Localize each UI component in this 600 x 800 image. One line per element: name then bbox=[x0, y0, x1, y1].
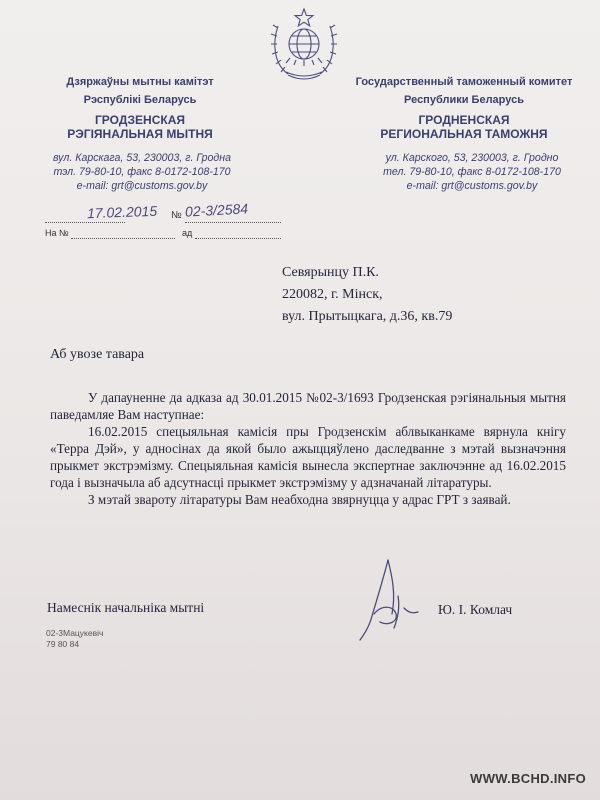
header-right-title2: РЕГИОНАЛЬНАЯ ТАМОЖНЯ bbox=[380, 127, 548, 141]
registration-line bbox=[45, 200, 285, 228]
header-right-phone: тел. 79-80-10, факс 8-0172-108-170 bbox=[383, 166, 561, 178]
executor-name: 02-3Мацукевіч bbox=[46, 628, 104, 638]
handwritten-number: 02-3/2584 bbox=[184, 200, 249, 220]
header-right bbox=[346, 75, 582, 141]
header-left-title2: РЭГІЯНАЛЬНАЯ МЫТНЯ bbox=[67, 127, 213, 141]
handwritten-date: 17.02.2015 bbox=[86, 202, 158, 222]
signatory-position: Намеснік начальніка мытні bbox=[47, 600, 205, 615]
header-left-title1: ГРОДЗЕНСКАЯ bbox=[95, 113, 185, 127]
header-right-title1: ГРОДНЕНСКАЯ bbox=[418, 113, 510, 127]
reply-to-line bbox=[45, 228, 285, 244]
header-right-republic: Республики Беларусь bbox=[404, 94, 524, 106]
number-mark: № bbox=[171, 210, 182, 221]
recipient-name: Севярынцу П.К. bbox=[282, 265, 379, 280]
number-underline bbox=[185, 222, 281, 223]
body-paragraph-3: З мэтай звароту літаратуры Вам неабходна звярнуцца у адрас ГРТ з заявай. bbox=[88, 492, 511, 507]
header-right-email: e-mail: grt@customs.gov.by bbox=[406, 180, 538, 192]
recipient-city: 220082, г. Мінск, bbox=[282, 287, 383, 302]
reply-number-underline bbox=[71, 238, 175, 239]
letter-body bbox=[50, 389, 566, 508]
recipient-street: вул. Прытыцкага, д.36, кв.79 bbox=[282, 309, 453, 324]
header-left-address: вул. Карскага, 53, 230003, г. Гродна bbox=[53, 152, 231, 164]
date-underline bbox=[45, 222, 125, 223]
site-watermark: WWW.BCHD.INFO bbox=[470, 771, 586, 786]
signatory-name: Ю. І. Комлач bbox=[438, 602, 513, 617]
executor-note bbox=[46, 628, 103, 650]
header-left-contacts bbox=[24, 151, 260, 193]
header-left-committee: Дзяржаўны мытны камітэт bbox=[66, 76, 214, 88]
header-right-address: ул. Карского, 53, 230003, г. Гродно bbox=[385, 152, 559, 164]
reply-date-label: ад bbox=[182, 228, 193, 238]
header-right-committee: Государственный таможенный комитет bbox=[355, 76, 573, 88]
header-left-phone: тэл. 79-80-10, факс 8-0172-108-170 bbox=[53, 166, 231, 178]
body-paragraph-1: У дапауненне да адказа ад 30.01.2015 №02-3/1693 Гродзенская рэгіянальныя мытня паведамляе Вам наступнае: bbox=[50, 390, 566, 422]
header-right-contacts bbox=[354, 151, 590, 193]
executor-phone: 79 80 84 bbox=[46, 639, 80, 649]
recipient-block bbox=[282, 262, 582, 328]
header-left bbox=[30, 75, 250, 141]
header-left-republic: Рэспублікі Беларусь bbox=[83, 94, 197, 106]
reply-date-underline bbox=[195, 238, 281, 239]
coat-of-arms-emblem bbox=[268, 4, 340, 80]
header-left-email: e-mail: grt@customs.gov.by bbox=[76, 180, 208, 192]
handwritten-signature bbox=[352, 556, 432, 642]
reply-to-label: На № bbox=[45, 228, 69, 238]
body-paragraph-2: 16.02.2015 спецыяльная камісія пры Гродзенскім аблвыканкаме вярнула кнігу «Терра Дэй», у адносінах да якой было ажыццяўлено даследванне з мэтай вызначэння прыкмет экстрэмізму. Спецыяльная камісія вынесла экспертнае заключэнне ад 16.02.2015 года і вызначыла аб адсутнасці прыкмет экстрэмізму у адзначанай літаратуры. bbox=[50, 424, 566, 490]
subject-line: Аб увозе тавара bbox=[50, 347, 145, 362]
